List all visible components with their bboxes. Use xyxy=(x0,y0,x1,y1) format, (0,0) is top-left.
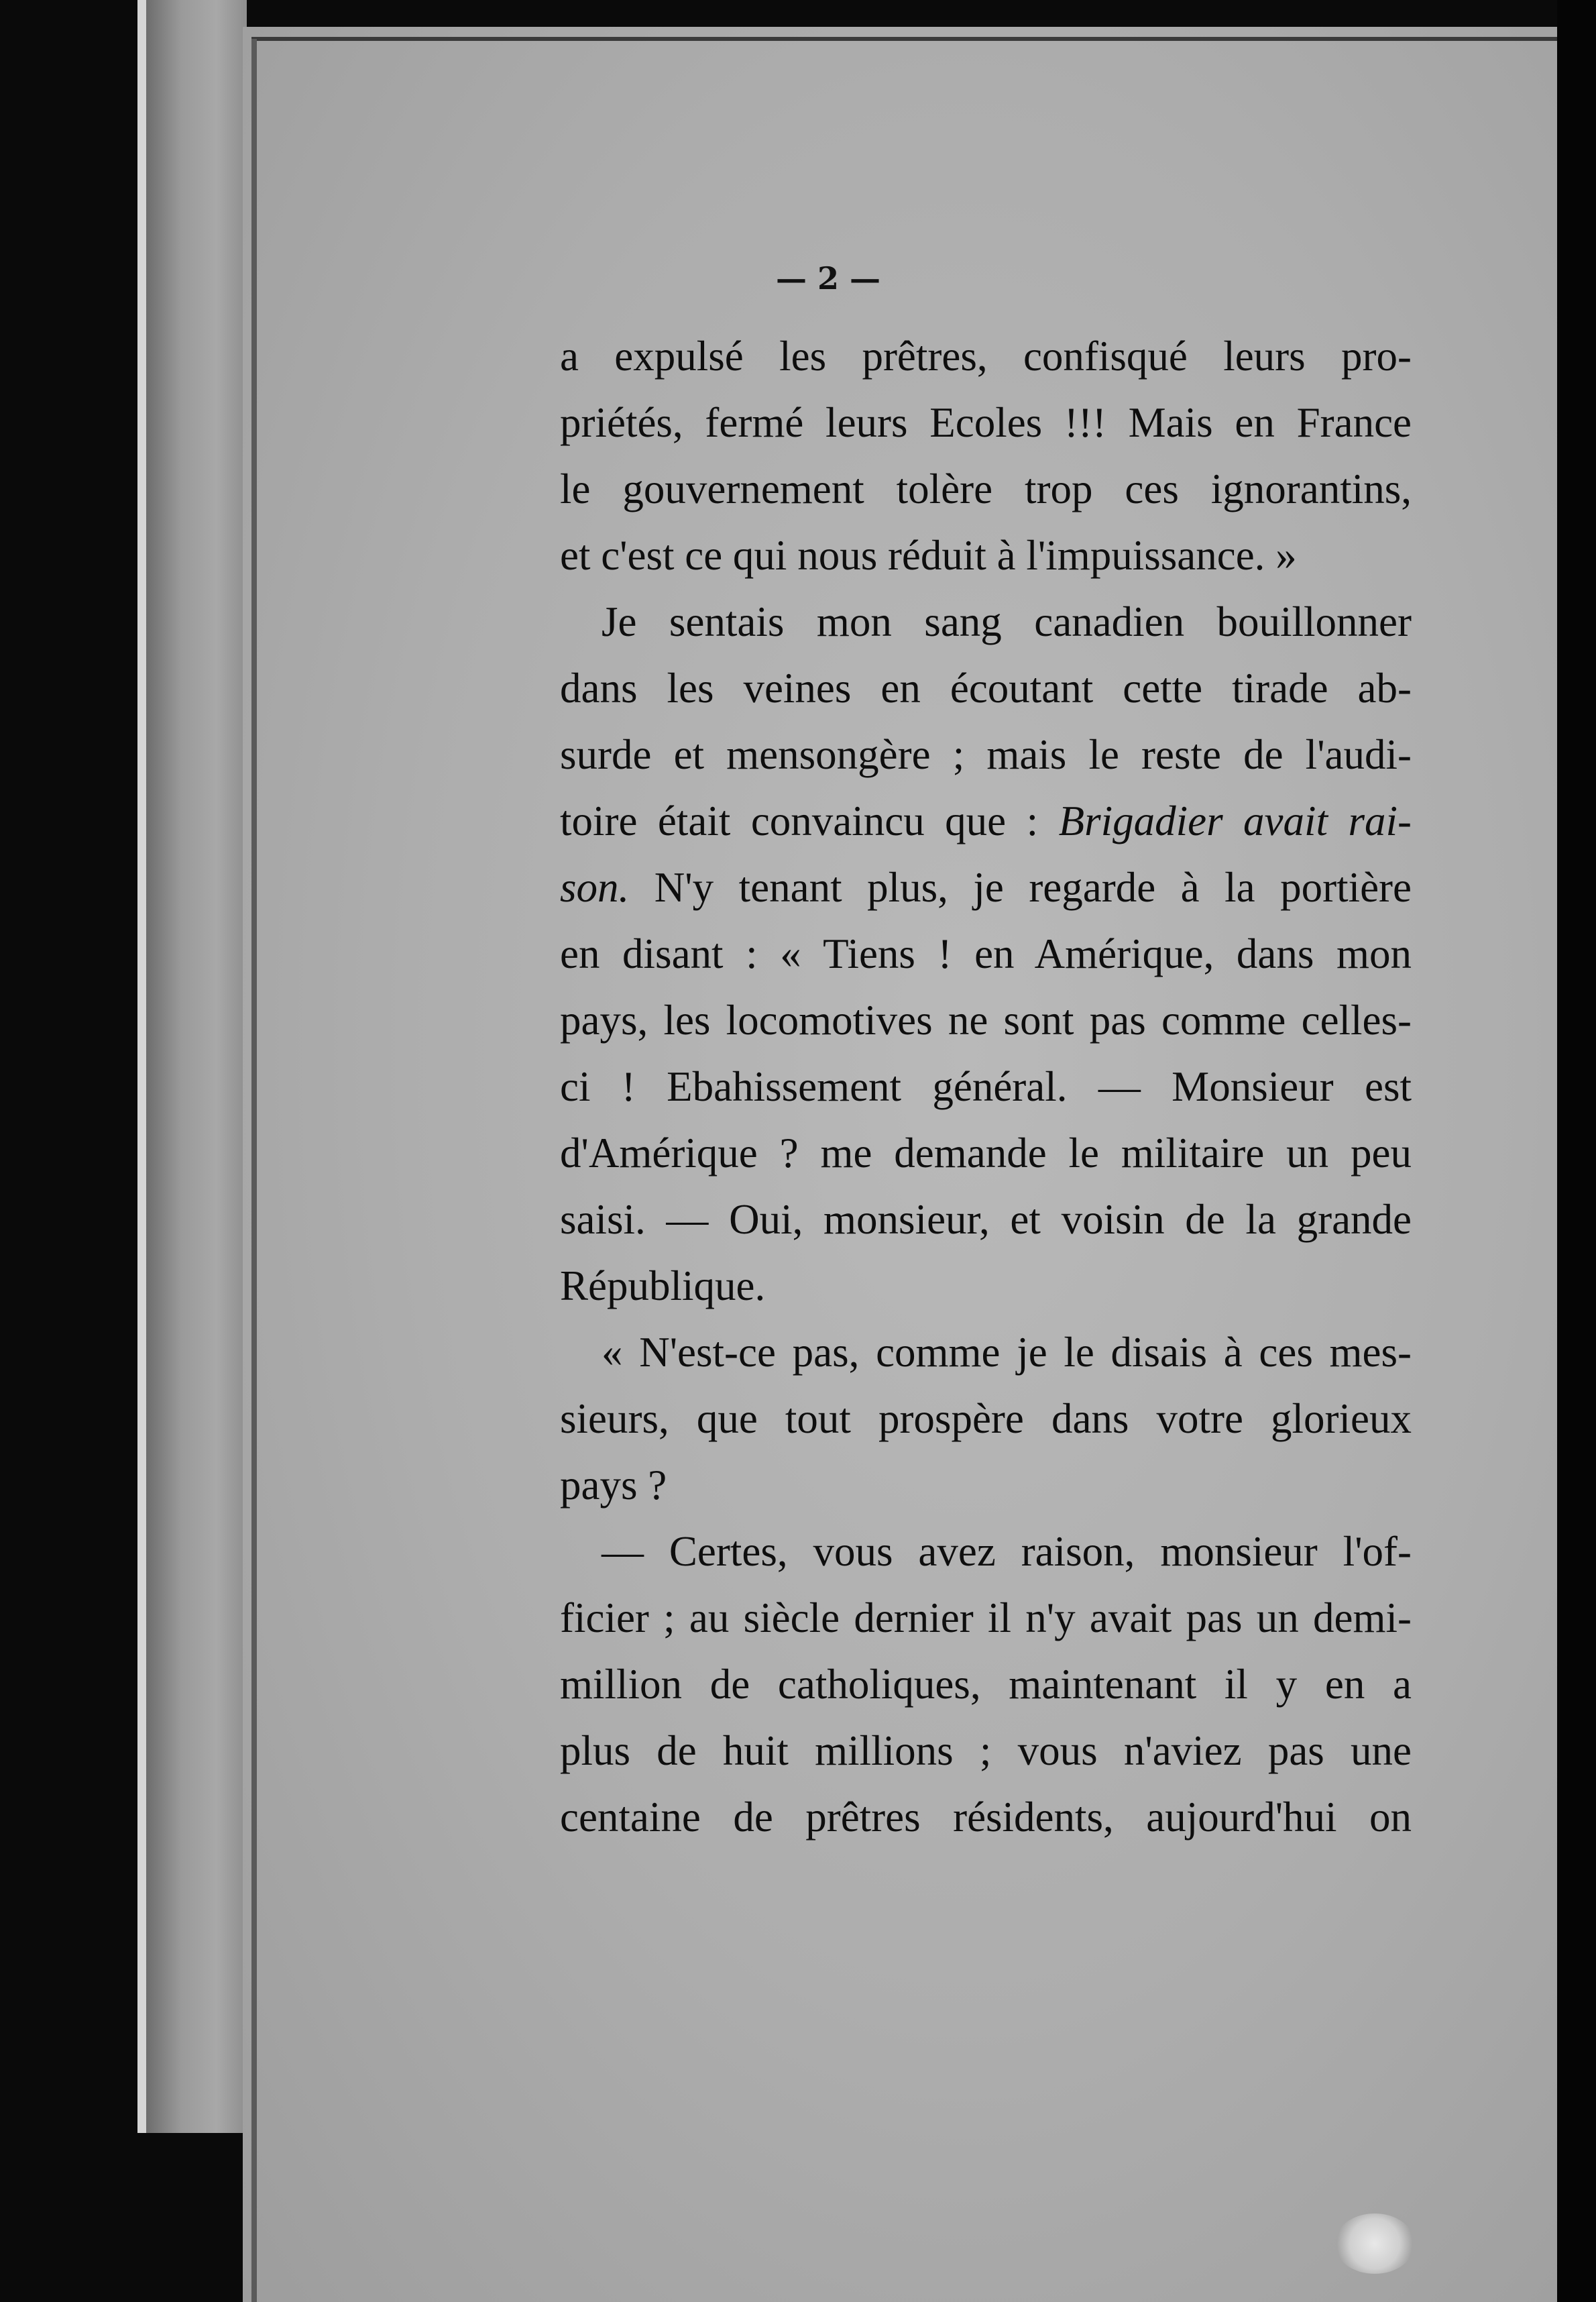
text-line: surde et mensongère ; mais le reste de l'audi- xyxy=(560,731,1412,778)
text-line: République. xyxy=(560,1262,766,1309)
left-page-strip xyxy=(146,0,247,2133)
text-line: « N'est-ce pas, comme je le disais à ces mes- xyxy=(602,1329,1412,1376)
text-line: centaine de prêtres résidents, aujourd'hui on xyxy=(560,1794,1412,1841)
text-line: ficier ; au siècle dernier il n'y avait pas un demi- xyxy=(560,1594,1412,1641)
text-line: pays ? xyxy=(560,1462,667,1509)
text-line: dans les veines en écoutant cette tirade ab- xyxy=(560,665,1412,712)
text-line: ci ! Ebahissement général. — Monsieur est xyxy=(560,1063,1412,1110)
text-line: d'Amérique ? me demande le militaire un peu xyxy=(560,1130,1412,1176)
library-stamp xyxy=(1334,2213,1415,2274)
text-line: — Certes, vous avez raison, monsieur l'of- xyxy=(602,1528,1412,1575)
page-number: — 2 — xyxy=(775,260,881,296)
page-top-border xyxy=(251,37,1559,41)
body-text xyxy=(560,323,1412,1851)
text-line: pays, les locomotives ne sont pas comme celles- xyxy=(560,997,1412,1044)
text-line-mixed xyxy=(560,788,1412,855)
italic-phrase: son. xyxy=(560,864,630,911)
text-line: le gouvernement tolère trop ces ignorantins, xyxy=(560,465,1412,512)
text-line: a expulsé les prêtres, confisqué leurs pro- xyxy=(560,333,1412,380)
text-line: sieurs, que tout prospère dans votre glorieux xyxy=(560,1395,1412,1442)
text-line: priétés, fermé leurs Ecoles !!! Mais en France xyxy=(560,399,1412,446)
page-left-border xyxy=(251,39,257,2302)
text-line: million de catholiques, maintenant il y en a xyxy=(560,1661,1412,1708)
text-segment: toire était convaincu que : xyxy=(560,798,1059,844)
text-line: et c'est ce qui nous réduit à l'impuissance. » xyxy=(560,532,1297,579)
text-line: saisi. — Oui, monsieur, et voisin de la grande xyxy=(560,1196,1412,1243)
right-margin-shadow xyxy=(1557,0,1596,2302)
text-line: en disant : « Tiens ! en Amérique, dans mon xyxy=(560,930,1412,977)
text-line: Je sentais mon sang canadien bouillonner xyxy=(602,598,1412,645)
text-segment: N'y tenant plus, je regarde à la portière xyxy=(629,864,1412,911)
text-line: plus de huit millions ; vous n'aviez pas une xyxy=(560,1727,1412,1774)
text-line-mixed xyxy=(560,855,1412,921)
italic-phrase: Brigadier avait rai- xyxy=(1058,798,1412,844)
